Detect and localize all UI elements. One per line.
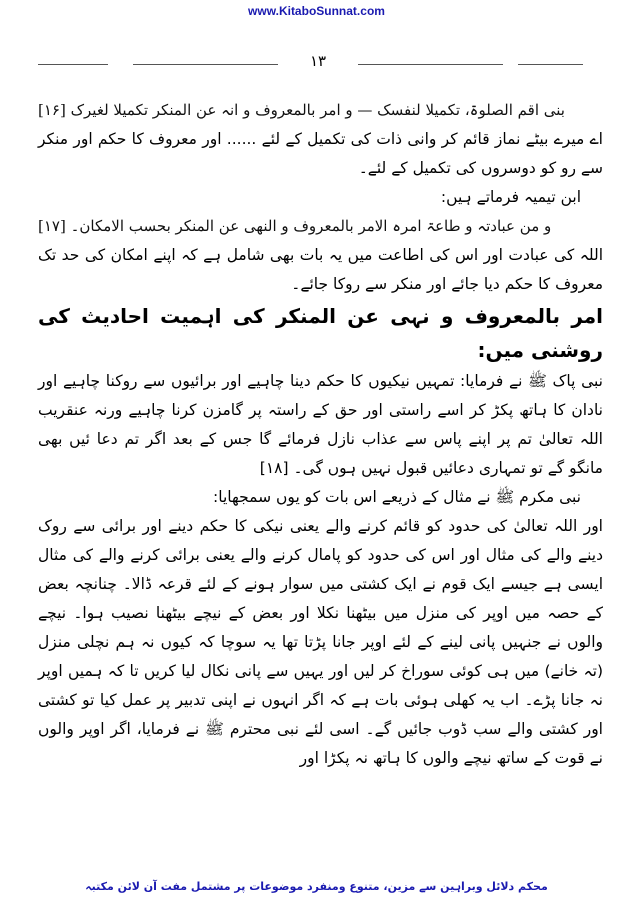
page-number: ۱۳ [309, 52, 327, 70]
section-heading: امر بالمعروف و نہی عن المنکر کی اہمیت احادیث کی روشنی میں: [38, 304, 603, 362]
arabic-quote: و من عبادتہ و طاعۃ امرہ الامر بالمعروف و النھی عن المنکر بحسب الامکان۔ [۱۷] [38, 217, 552, 235]
header-rule-left [133, 64, 278, 65]
urdu-paragraph: نبی پاک ﷺ نے فرمایا: تمہیں نیکیوں کا حکم دینا چاہیے اور برائیوں سے روکنا چاہیے اور نادان کا ہاتھ پکڑ کر اسے راستی اور حق کے راستہ پر گامزن کرنا چاہیے ورنہ عنقریب اللہ تعالیٰ تم پر اپنے پاس سے عذاب نازل فرمائے گا جس کے بعد اگر تم دعا ئیں بھی مانگو گے تو تمہاری دعائیں قبول نہیں ہوں گی۔ [۱۸] [38, 372, 603, 477]
urdu-intro-line: ابن تیمیہ فرماتے ہیں: [440, 188, 581, 206]
urdu-paragraph: اللہ کی عبادت اور اس کی اطاعت میں یہ بات بھی شامل ہے کہ اپنے امکان کی حد تک معروف کا حکم دیا جائے اور منکر سے روکا جائے۔ [38, 246, 603, 293]
urdu-intro-line: نبی مکرم ﷺ نے مثال کے ذریعے اس بات کو یوں سمجھایا: [213, 488, 581, 506]
header-rule-left-short [38, 64, 108, 65]
urdu-paragraph: اور اللہ تعالیٰ کی حدود کو قائم کرنے والے یعنی نیکی کا حکم دینے اور برائی سے روک دینے والے کی مثال اور اس کی حدود کو پامال کرنے والے یعنی برائی کرنے والے کی مثال ایسی ہے جیسے ایک قوم نے ایک کشتی میں سوار ہونے کے لئے قرعہ ڈالا۔ چنانچہ بعض کے حصہ میں اوپر کی منزل میں بیٹھنا نکلا اور بعض کے نیچے بیٹھنا نصیب ہوا۔ نیچے والوں نے جنہیں پانی لینے کے لئے اوپر جانا پڑتا تھا یہ سوچا کہ کیوں نہ ہم نچلی منزل (تہ خانے) میں ہی کوئی سوراخ کر لیں اور یہیں سے پانی نکال لیا کریں تا کہ ہمیں اوپر نہ جانا پڑے۔ اب یہ کھلی ہوئی بات ہے کہ اگر انہوں نے اپنی تدبیر پر عمل کیا تو کشتی اور کشتی والے سب ڈوب جائیں گے۔ اسی لئے نبی محترم ﷺ نے فرمایا، اگر اوپر والوں نے قوت کے ساتھ نیچے والوں کا ہاتھ نہ پکڑا اور [38, 517, 603, 767]
site-url[interactable]: www.KitaboSunnat.com [248, 4, 385, 18]
arabic-quote: بنی اقم الصلوۃ، تکمیلا لنفسک — و امر بالمعروف و انہ عن المنکر تکمیلا لغیرک [۱۶] [38, 101, 565, 119]
header-rule-right-short [518, 64, 583, 65]
footer-tagline: محکم دلائل وبراہین سے مزین، متنوع ومنفرد موضوعات پر مشتمل مفت آن لائن مکتبہ [85, 880, 548, 893]
body-text [38, 96, 603, 773]
urdu-paragraph: اے میرے بیٹے نماز قائم کر وانی ذات کی تکمیل کے لئے ...... اور معروف کا حکم اور منکر سے رو کو دوسروں کی تکمیل کے لئے۔ [38, 130, 603, 177]
page-header [38, 52, 603, 76]
header-rule-right [358, 64, 503, 65]
